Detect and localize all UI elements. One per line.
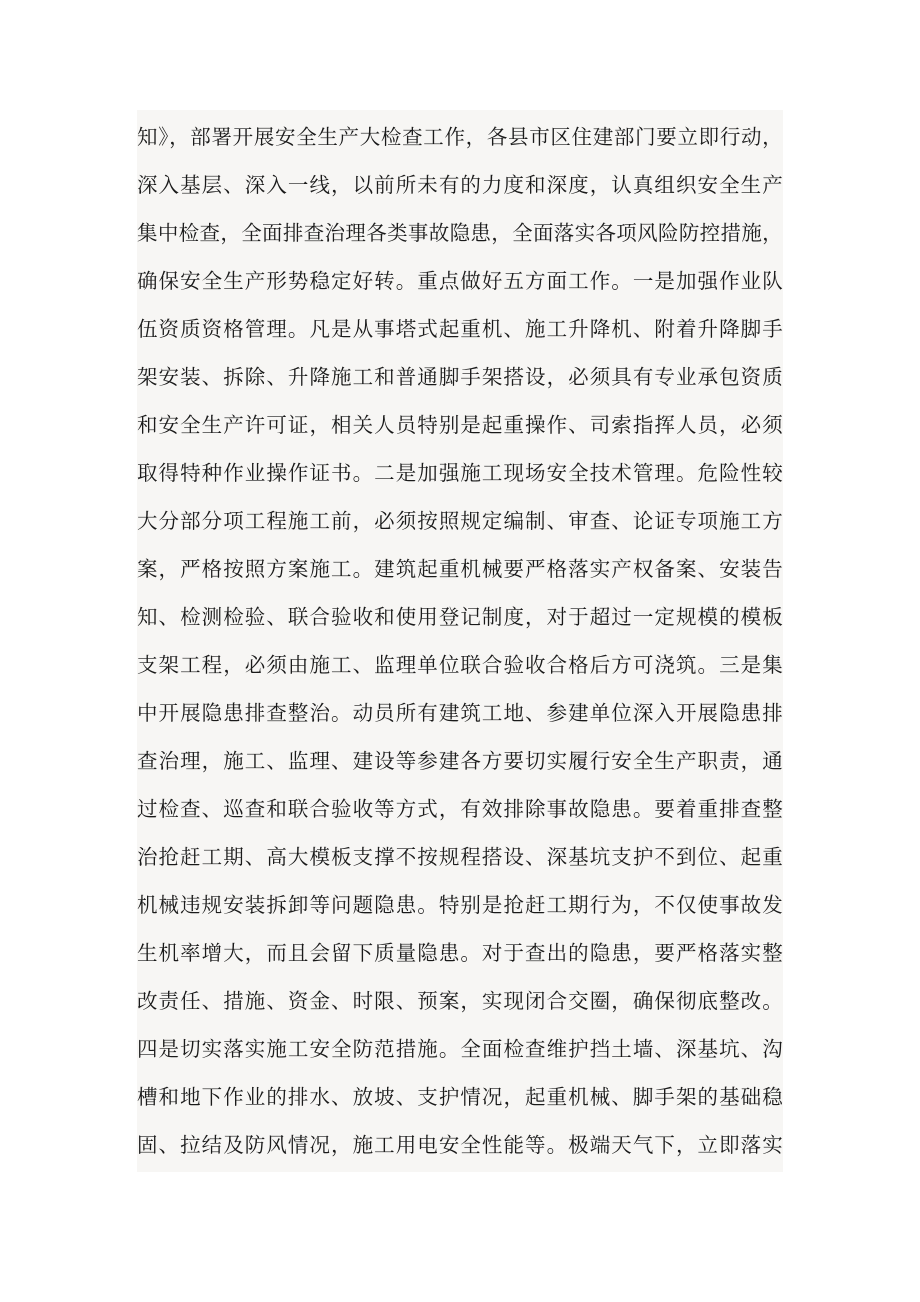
text-line: 查治理，施工、监理、建设等参建各方要切实履行安全生产职责，通	[137, 749, 783, 773]
text-line: 中开展隐患排查整治。动员所有建筑工地、参建单位深入开展隐患排	[137, 701, 783, 725]
text-line: 大分部分项工程施工前，必须按照规定编制、审查、论证专项施工方	[137, 509, 783, 533]
text-line: 机械违规安装拆卸等问题隐患。特别是抢赶工期行为，不仅使事故发	[137, 893, 783, 917]
text-line: 深入基层、深入一线，以前所未有的力度和深度，认真组织安全生产	[137, 173, 783, 197]
text-line: 支架工程，必须由施工、监理单位联合验收合格后方可浇筑。三是集	[137, 653, 783, 677]
document-body	[137, 110, 783, 1172]
text-line: 和安全生产许可证，相关人员特别是起重操作、司索指挥人员，必须	[137, 413, 783, 437]
text-line: 固、拉结及防风情况，施工用电安全性能等。极端天气下，立即落实	[137, 1133, 783, 1157]
text-line: 知》，部署开展安全生产大检查工作，各县市区住建部门要立即行动，	[137, 125, 783, 149]
text-line: 治抢赶工期、高大模板支撑不按规程搭设、深基坑支护不到位、起重	[137, 845, 783, 869]
text-line: 槽和地下作业的排水、放坡、支护情况，起重机械、脚手架的基础稳	[137, 1085, 783, 1109]
text-line: 确保安全生产形势稳定好转。重点做好五方面工作。一是加强作业队	[137, 269, 783, 293]
text-line: 四是切实落实施工安全防范措施。全面检查维护挡土墙、深基坑、沟	[137, 1037, 783, 1061]
text-line: 取得特种作业操作证书。二是加强施工现场安全技术管理。危险性较	[137, 461, 783, 485]
text-line: 架安装、拆除、升降施工和普通脚手架搭设，必须具有专业承包资质	[137, 365, 783, 389]
text-line: 案，严格按照方案施工。建筑起重机械要严格落实产权备案、安装告	[137, 557, 783, 581]
text-line: 知、检测检验、联合验收和使用登记制度，对于超过一定规模的模板	[137, 605, 783, 629]
text-line: 伍资质资格管理。凡是从事塔式起重机、施工升降机、附着升降脚手	[137, 317, 783, 341]
text-line: 改责任、措施、资金、时限、预案，实现闭合交圈，确保彻底整改。	[137, 989, 783, 1013]
text-line: 过检查、巡查和联合验收等方式，有效排除事故隐患。要着重排查整	[137, 797, 783, 821]
text-line: 集中检查，全面排查治理各类事故隐患，全面落实各项风险防控措施，	[137, 221, 783, 245]
text-line: 生机率增大，而且会留下质量隐患。对于查出的隐患，要严格落实整	[137, 941, 783, 965]
